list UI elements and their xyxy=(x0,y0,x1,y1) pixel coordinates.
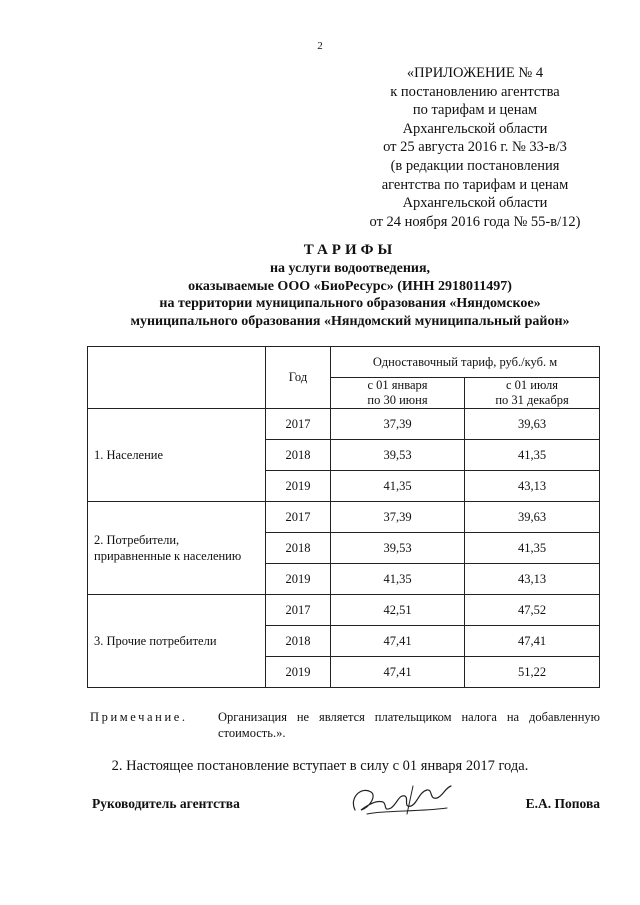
appendix-line: от 24 ноября 2016 года № 55-в/12) xyxy=(369,213,581,230)
signature-block xyxy=(92,792,600,822)
tariff-cell: 41,35 xyxy=(331,564,465,595)
appendix-line: Архангельской области xyxy=(402,195,548,212)
title-main: ТАРИФЫ xyxy=(303,242,397,258)
group-label-text: 3. Прочие потребители xyxy=(94,634,217,648)
tariff-cell: 41,35 xyxy=(331,471,465,502)
year-cell: 2018 xyxy=(266,440,331,471)
appendix-line: Архангельской области xyxy=(402,120,548,137)
group-label xyxy=(88,502,266,595)
header-period-2-text: с 01 июля по 31 декабря xyxy=(495,378,569,407)
group-label xyxy=(88,595,266,688)
tariff-cell: 41,35 xyxy=(465,440,600,471)
year-cell: 2019 xyxy=(266,657,331,688)
year-cell: 2018 xyxy=(266,626,331,657)
table-row xyxy=(88,409,600,440)
tariff-cell: 51,22 xyxy=(465,657,600,688)
effective-clause: 2. Настоящее постановление вступает в силу с 01 января 2017 года. xyxy=(111,758,529,774)
signatory-name: Е.А. Попова xyxy=(525,796,600,811)
appendix-line: «ПРИЛОЖЕНИЕ № 4 xyxy=(406,65,544,81)
table-row xyxy=(88,502,600,533)
title-line: на услуги водоотведения, xyxy=(269,261,431,276)
group-label-text: 1. Население xyxy=(94,448,164,462)
tariff-cell: 47,41 xyxy=(331,657,465,688)
title-line: муниципального образования «Няндомский муниципальный район» xyxy=(130,313,570,329)
year-cell: 2017 xyxy=(266,595,331,626)
header-period-1 xyxy=(331,378,465,409)
note-label: Примечание. xyxy=(90,710,188,724)
header-category-cell xyxy=(88,347,266,409)
tariff-cell: 41,35 xyxy=(465,533,600,564)
tariff-cell: 47,41 xyxy=(465,626,600,657)
title-line: оказываемые ООО «БиоРесурс» (ИНН 2918011497) xyxy=(188,278,512,294)
tariff-cell: 39,63 xyxy=(465,502,600,533)
year-cell: 2017 xyxy=(266,409,331,440)
handwritten-signature xyxy=(347,780,457,820)
page-number: 2 xyxy=(317,40,323,52)
tariff-cell: 47,52 xyxy=(465,595,600,626)
tariff-cell: 43,13 xyxy=(465,471,600,502)
year-cell: 2019 xyxy=(266,471,331,502)
header-year: Год xyxy=(266,347,331,409)
year-cell: 2019 xyxy=(266,564,331,595)
tariff-cell: 47,41 xyxy=(331,626,465,657)
appendix-line: по тарифам и ценам xyxy=(412,102,538,119)
header-period-1-text: с 01 января по 30 июня xyxy=(367,378,428,407)
tariff-table xyxy=(87,346,600,688)
header-tariff: Одноставочный тариф, руб./куб. м xyxy=(331,347,600,378)
signatory-position: Руководитель агентства xyxy=(92,796,240,811)
tariff-cell: 39,63 xyxy=(465,409,600,440)
appendix-header xyxy=(355,64,595,231)
tariff-cell: 37,39 xyxy=(331,502,465,533)
appendix-line: к постановлению агентства xyxy=(390,83,560,100)
appendix-line: агентства по тарифам и ценам xyxy=(381,176,569,193)
title-line: на территории муниципального образования «Няндомское» xyxy=(159,296,541,311)
tariff-cell: 39,53 xyxy=(331,533,465,564)
appendix-line: от 25 августа 2016 г. № 33-в/3 xyxy=(383,139,567,156)
year-cell: 2017 xyxy=(266,502,331,533)
year-cell: 2018 xyxy=(266,533,331,564)
header-period-2 xyxy=(465,378,600,409)
group-label-text: 2. Потребители, приравненные к населению xyxy=(94,533,242,563)
tariff-cell: 43,13 xyxy=(465,564,600,595)
document-title xyxy=(60,240,640,330)
note-text: Организация не является плательщиком налога на добавленную стоимость.». xyxy=(218,710,600,740)
tariff-cell: 42,51 xyxy=(331,595,465,626)
table-row xyxy=(88,595,600,626)
group-label xyxy=(88,409,266,502)
appendix-line: (в редакции постановления xyxy=(390,157,560,174)
tariff-cell: 39,53 xyxy=(331,440,465,471)
tariff-cell: 37,39 xyxy=(331,409,465,440)
